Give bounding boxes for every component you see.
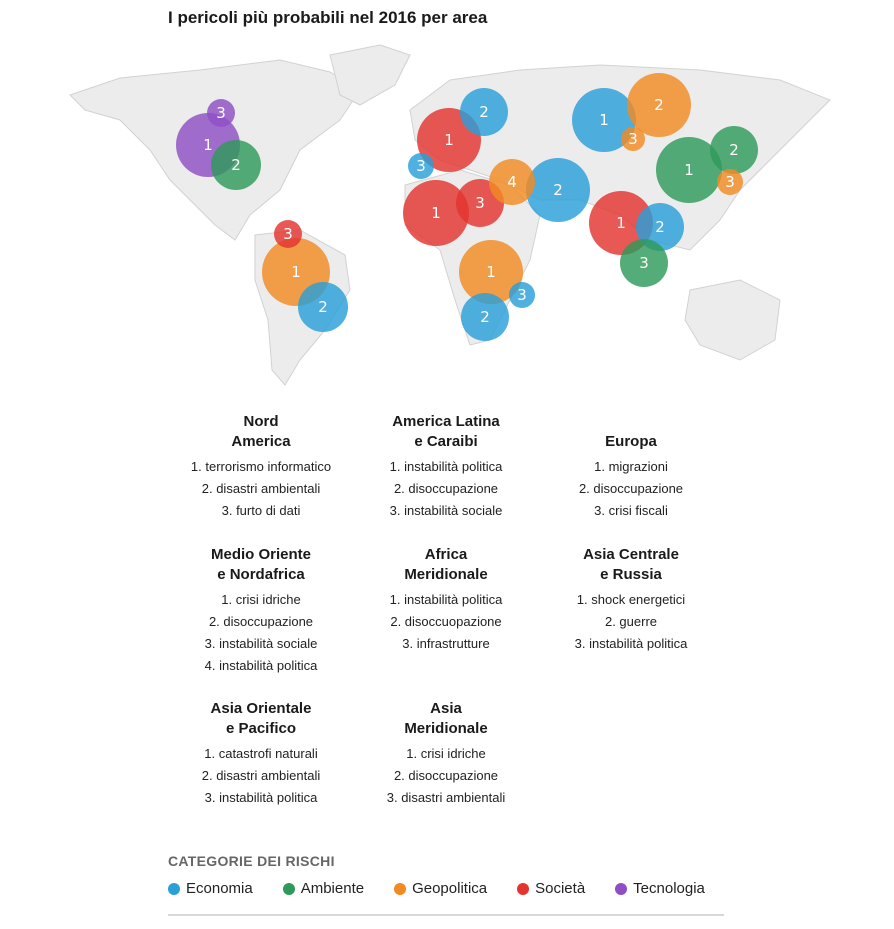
region-name [161,699,361,739]
bubble-rank-label: 2 [480,308,490,326]
risk-item: 1. crisi idriche [406,746,486,761]
legend-dot-ambiente [283,883,295,895]
legend-label: Geopolitica [412,880,488,897]
legend-title: CATEGORIE DEI RISCHI [168,853,335,869]
risk-item: 3. crisi fiscali [594,503,668,518]
region-name-line: Europa [605,433,657,450]
legend-label: Tecnologia [633,880,705,897]
bubble-rank-label: 1 [684,161,694,179]
risk-item: 2. disastri ambientali [201,481,321,496]
region-name-line: America [231,433,291,450]
bubble-rank-label: 1 [291,263,301,281]
bubble-rank-label: 3 [517,286,527,304]
region-block [531,545,731,655]
bubble-rank-label: 1 [616,214,626,232]
risk-item: 2. disoccupazione [393,768,499,783]
risk-item: 1. migrazioni [594,459,668,474]
legend-label: Economia [186,880,253,897]
region-name-line: e Pacifico [225,720,297,737]
legend-dot-societa [517,883,529,895]
bubble-rank-label: 3 [639,254,649,272]
region-name [346,545,546,585]
risk-item: 2. disastri ambientali [201,768,321,783]
region-block [161,545,361,677]
bubble-rank-label: 2 [318,298,328,316]
region-name [346,699,546,739]
region-name-line: Asia [430,700,462,717]
legend-dot-geopolitica [394,883,406,895]
legend-item-geopolitica [394,880,487,897]
risk-item: 1. crisi idriche [221,592,301,607]
divider [168,914,724,916]
risk-item: 3. furto di dati [221,503,301,518]
legend-dot-economia [168,883,180,895]
legend-label: Società [535,880,586,897]
risk-item: 1. terrorismo informatico [190,459,332,474]
bubble-rank-label: 3 [475,194,485,212]
region-name-line: Asia Orientale [210,700,312,717]
region-block [346,545,546,655]
region-name-line: Asia Centrale [583,546,679,563]
bubble-rank-label: 1 [444,131,454,149]
bubble-rank-label: 3 [216,104,226,122]
risk-item: 3. infrastrutture [402,636,490,651]
risk-item: 2. guerre [604,614,658,629]
risk-item: 4. instabilità politica [204,658,318,673]
bubble-rank-label: 3 [416,157,426,175]
legend-item-ambiente [283,880,364,897]
legend-label: Ambiente [300,880,365,897]
region-block [161,412,361,522]
region-name [531,432,731,452]
risk-item: 3. instabilità politica [574,636,688,651]
region-name [161,412,361,452]
risk-item: 1. shock energetici [576,592,686,607]
region-name-line: Medio Oriente [210,546,311,563]
legend-dot-tecnologia [615,883,627,895]
region-name-line: e Nordafrica [217,566,305,583]
risk-item: 3. instabilità sociale [389,503,503,518]
legend-item-economia [168,880,253,897]
region-name [161,545,361,585]
legend-item-societa [517,880,585,897]
risk-item: 3. disastri ambientali [386,790,506,805]
greenland-land [330,45,410,105]
region-block [161,699,361,809]
chart-title: I pericoli più probabili nel 2016 per area [168,8,488,27]
risk-item: 3. instabilità politica [204,790,318,805]
australia-land [685,280,780,360]
risk-item: 1. catastrofi naturali [204,746,318,761]
bubble-rank-label: 2 [553,181,563,199]
region-name [346,412,546,452]
legend-item-tecnologia [615,880,705,897]
region-name-line: Meridionale [404,720,488,737]
bubble-rank-label: 3 [725,173,735,191]
bubble-rank-label: 1 [431,204,441,222]
region-block [531,432,731,522]
risk-item: 2. disoccupazione [208,614,314,629]
region-name-line: e Caraibi [414,433,478,450]
bubble-rank-label: 1 [599,111,609,129]
risk-item: 2. disoccupazione [393,481,499,496]
region-name-line: Nord [243,413,279,430]
bubble-rank-label: 4 [507,173,517,191]
bubble-rank-label: 2 [655,218,665,236]
region-name-line: e Russia [600,566,662,583]
region-name [531,545,731,585]
region-block [346,412,546,522]
risk-item: 2. disoccuopazione [390,614,502,629]
risk-item: 1. instabilità politica [389,592,503,607]
bubble-rank-label: 3 [628,130,638,148]
bubble-rank-label: 2 [654,96,664,114]
legend [168,880,735,897]
bubble-rank-label: 1 [486,263,496,281]
risk-item: 1. instabilità politica [389,459,503,474]
bubble-rank-label: 2 [479,103,489,121]
region-block [346,699,546,809]
bubble-rank-label: 2 [729,141,739,159]
risk-item: 2. disoccupazione [578,481,684,496]
region-name-line: America Latina [392,413,500,430]
region-name-line: Africa [424,546,468,563]
bubble-rank-label: 2 [231,156,241,174]
bubble-rank-label: 1 [203,136,213,154]
risk-item: 3. instabilità sociale [204,636,318,651]
bubble-rank-label: 3 [283,225,293,243]
world-map [0,0,894,400]
region-name-line: Meridionale [404,566,488,583]
